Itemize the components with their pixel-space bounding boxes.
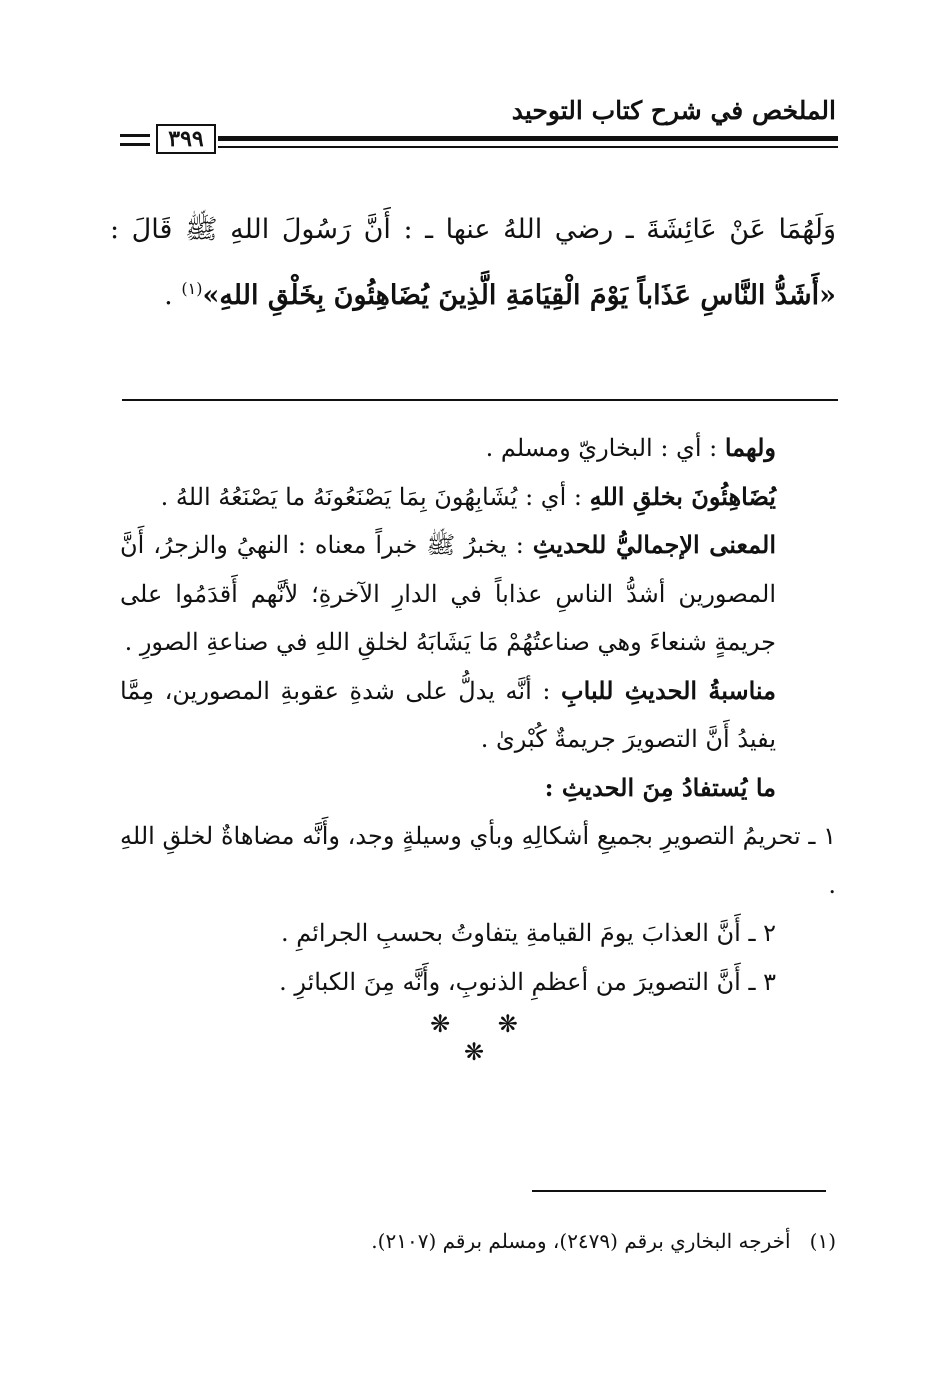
benefit-item: ٣ ـ أَنَّ التصويرَ من أعظمِ الذنوبِ، وأَنَّه مِنَ الكبائرِ . [279, 967, 776, 996]
commentary [120, 424, 836, 1006]
commentary-paragraph [120, 424, 836, 473]
explanation: : يخبرُ ﷺ خبراً معناه : النهيُ والزجرُ، أَنَّ المصورين أشدُّ الناسِ عذاباً في الدارِ الآخرةِ؛ لأنَّهم أَقدَمُوا على جريمةٍ شنعاءَ وهي صناعتُهُمْ مَا يَشَابَهُ لخلقِ اللهِ في صناعةِ الصورِ . [120, 531, 776, 656]
benefit-item: ٢ ـ أَنَّ العذابَ يومَ القيامةِ يتفاوتُ بحسبِ الجرائمِ . [281, 919, 776, 947]
hadith-block [110, 200, 836, 325]
explanation: : أي : البخاريّ ومسلم . [485, 434, 718, 462]
footnote-number: (١) [809, 1229, 836, 1253]
benefits-heading [120, 764, 836, 813]
footnote-rule [532, 1190, 826, 1192]
page-number: ٣٩٩ [156, 124, 216, 154]
term: ما يُستفادُ مِنَ الحديثِ : [544, 772, 776, 802]
header-rule-thin [218, 146, 838, 148]
term: ولهما [724, 433, 776, 462]
benefit-item: ١ ـ تحريمُ التصويرِ بجميعِ أشكالِهِ وبأي وسيلةٍ وجد، وأَنَّه مضاهاةٌ لخلقِ اللهِ . [120, 822, 836, 899]
explanation: : أي : يُشَابِهُونَ بِمَا يَصْنَعُونَهُ ما يَصْنَعُهُ اللهُ . [160, 482, 582, 511]
commentary-paragraph [120, 521, 836, 667]
hadith-end: . [164, 280, 173, 311]
footnote [120, 1226, 836, 1256]
footnote-text: أخرجه البخاري برقم (٢٤٧٩)، ومسلم برقم (٢١٠٧). [371, 1229, 791, 1253]
section-separator [122, 399, 838, 401]
hadith-intro: وَلَهُمَا عَنْ عَائِشَةَ ـ رضي اللهُ عنها ـ : أَنَّ رَسُولَ اللهِ ﷺ قَالَ : [110, 214, 836, 245]
footnote-marker[interactable]: (١) [181, 279, 203, 298]
page-number-dash [120, 143, 150, 146]
term: يُضَاهِئُونَ بخلقِ اللهِ [589, 481, 776, 511]
term: مناسبةُ الحديثِ للبابِ [561, 675, 776, 705]
book-title: الملخص في شرح كتاب التوحيد [511, 96, 836, 125]
commentary-paragraph [120, 667, 836, 764]
explanation: : أنَّه يدلُّ على شدةِ عقوبةِ المصورين، مِمَّا يفيدُ أَنَّ التصويرَ جريمةٌ كُبْرىٰ . [120, 676, 776, 753]
hadith-text: «أَشَدُّ النَّاسِ عَذَاباً يَوْمَ الْقِيَامَةِ الَّذِينَ يُضَاهِئُونَ بِخَلْقِ اللهِ» [202, 280, 836, 311]
page-number-dash [120, 134, 150, 137]
section-end-stars: ❋ ❋ ❋ [430, 1010, 538, 1066]
term: المعنى الإجماليُّ للحديثِ [532, 530, 776, 559]
header-rule-thick [218, 136, 838, 141]
commentary-paragraph [120, 473, 836, 522]
